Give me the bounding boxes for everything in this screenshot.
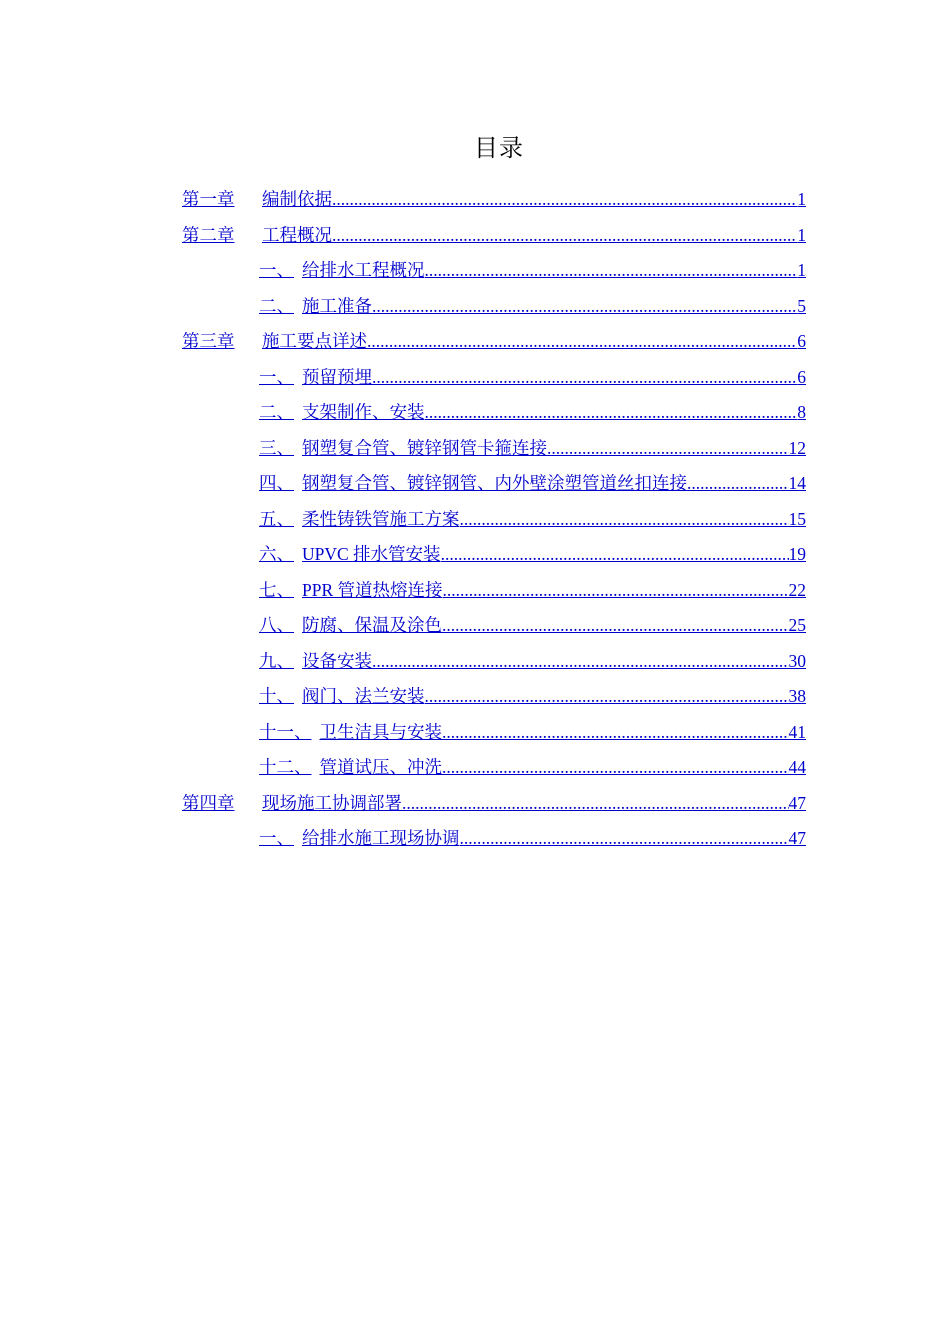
toc-entry-page: 22 <box>788 579 806 600</box>
toc-entry-number: 八、 <box>259 615 294 635</box>
toc-entry-number: 第四章 <box>182 792 235 813</box>
toc-entry-page: 12 <box>788 437 806 458</box>
toc-entry-label: 施工要点详述 <box>262 331 367 351</box>
toc-entry-number: 十、 <box>259 686 294 706</box>
toc-entry-label: 管道试压、冲洗 <box>319 757 442 777</box>
toc-entry-number: 五、 <box>259 508 294 529</box>
toc-entry-page: 15 <box>788 508 806 529</box>
toc-entry-section[interactable] <box>182 644 806 680</box>
toc-entry-label: 柔性铸铁管施工方案 <box>302 508 460 529</box>
toc-entry-number: 一、 <box>259 828 294 848</box>
dot-leader <box>441 537 789 573</box>
toc-entry-number: 四、 <box>259 473 294 493</box>
toc-entry-page: 47 <box>788 792 806 813</box>
dot-leader <box>372 644 789 680</box>
toc-entry-chapter-3[interactable] <box>182 324 806 360</box>
toc-entry-number: 三、 <box>259 437 294 458</box>
toc-entry-page: 6 <box>797 366 806 387</box>
dot-leader <box>372 289 797 325</box>
toc-entry-section[interactable] <box>182 395 806 431</box>
table-of-contents <box>182 182 806 857</box>
toc-entry-section[interactable] <box>182 466 806 502</box>
toc-entry-page: 41 <box>788 721 806 742</box>
toc-entry-page: 14 <box>788 473 806 493</box>
toc-entry-section[interactable] <box>182 431 806 467</box>
toc-entry-section[interactable] <box>182 608 806 644</box>
toc-entry-label: 施工准备 <box>302 295 372 316</box>
toc-entry-page: 44 <box>788 757 806 777</box>
toc-entry-section[interactable] <box>182 360 806 396</box>
toc-entry-section[interactable] <box>182 253 806 289</box>
toc-title: 目录 <box>474 136 524 162</box>
toc-entry-label: PPR 管道热熔连接 <box>302 579 443 600</box>
toc-entry-section[interactable] <box>182 502 806 538</box>
toc-entry-page: 1 <box>797 189 806 209</box>
toc-entry-number: 六、 <box>259 544 294 564</box>
toc-entry-number: 二、 <box>259 402 294 422</box>
dot-leader <box>367 324 797 360</box>
toc-entry-label: 卫生洁具与安装 <box>319 721 442 742</box>
toc-entry-page: 19 <box>788 544 806 564</box>
toc-entry-label: 钢塑复合管、镀锌钢管、内外壁涂塑管道丝扣连接 <box>302 473 687 493</box>
toc-entry-label: 工程概况 <box>262 224 332 245</box>
dot-leader <box>372 360 797 396</box>
toc-entry-section[interactable] <box>182 821 806 857</box>
toc-entry-label: 现场施工协调部署 <box>262 792 402 813</box>
toc-entry-number: 第三章 <box>182 331 235 351</box>
toc-entry-label: 钢塑复合管、镀锌钢管卡箍连接 <box>302 437 547 458</box>
dot-leader <box>402 786 789 822</box>
toc-entry-page: 47 <box>788 828 806 848</box>
dot-leader <box>442 750 789 786</box>
toc-entry-page: 1 <box>797 224 806 245</box>
toc-entry-section[interactable] <box>182 537 806 573</box>
toc-entry-page: 6 <box>797 331 806 351</box>
toc-entry-page: 25 <box>788 615 806 635</box>
toc-entry-section[interactable] <box>182 750 806 786</box>
toc-entry-number: 九、 <box>259 650 294 671</box>
dot-leader <box>442 715 789 751</box>
dot-leader <box>460 502 789 538</box>
toc-entry-label: 防腐、保温及涂色 <box>302 615 442 635</box>
dot-leader <box>425 395 798 431</box>
toc-entry-number: 十二、 <box>259 757 312 777</box>
toc-entry-chapter-4[interactable] <box>182 786 806 822</box>
dot-leader <box>332 218 797 254</box>
dot-leader <box>443 573 789 609</box>
toc-entry-number: 第二章 <box>182 224 235 245</box>
dot-leader <box>442 608 789 644</box>
toc-entry-number: 二、 <box>259 295 294 316</box>
toc-entry-number: 七、 <box>259 579 294 600</box>
toc-entry-label: 预留预埋 <box>302 366 372 387</box>
dot-leader <box>547 431 789 467</box>
dot-leader <box>687 466 789 502</box>
toc-entry-section[interactable] <box>182 289 806 325</box>
toc-entry-number: 一、 <box>259 260 294 280</box>
toc-entry-page: 8 <box>797 402 806 422</box>
toc-entry-page: 30 <box>788 650 806 671</box>
toc-entry-label: 编制依据 <box>262 189 332 209</box>
toc-entry-number: 第一章 <box>182 189 235 209</box>
toc-entry-label: 给排水工程概况 <box>302 260 425 280</box>
toc-entry-page: 1 <box>797 260 806 280</box>
dot-leader <box>460 821 789 857</box>
toc-entry-page: 38 <box>788 686 806 706</box>
toc-entry-section[interactable] <box>182 715 806 751</box>
dot-leader <box>332 182 797 218</box>
toc-entry-label: 设备安装 <box>302 650 372 671</box>
toc-entry-label: 给排水施工现场协调 <box>302 828 460 848</box>
toc-entry-number: 十一、 <box>259 721 312 742</box>
toc-entry-chapter-1[interactable] <box>182 182 806 218</box>
toc-entry-section[interactable] <box>182 573 806 609</box>
toc-entry-chapter-2[interactable] <box>182 218 806 254</box>
toc-entry-label: 支架制作、安装 <box>302 402 425 422</box>
toc-entry-page: 5 <box>797 295 806 316</box>
toc-entry-section[interactable] <box>182 679 806 715</box>
toc-entry-label: UPVC 排水管安装 <box>302 544 441 564</box>
toc-entry-label: 阀门、法兰安装 <box>302 686 425 706</box>
dot-leader <box>425 253 798 289</box>
toc-entry-number: 一、 <box>259 366 294 387</box>
dot-leader <box>425 679 789 715</box>
